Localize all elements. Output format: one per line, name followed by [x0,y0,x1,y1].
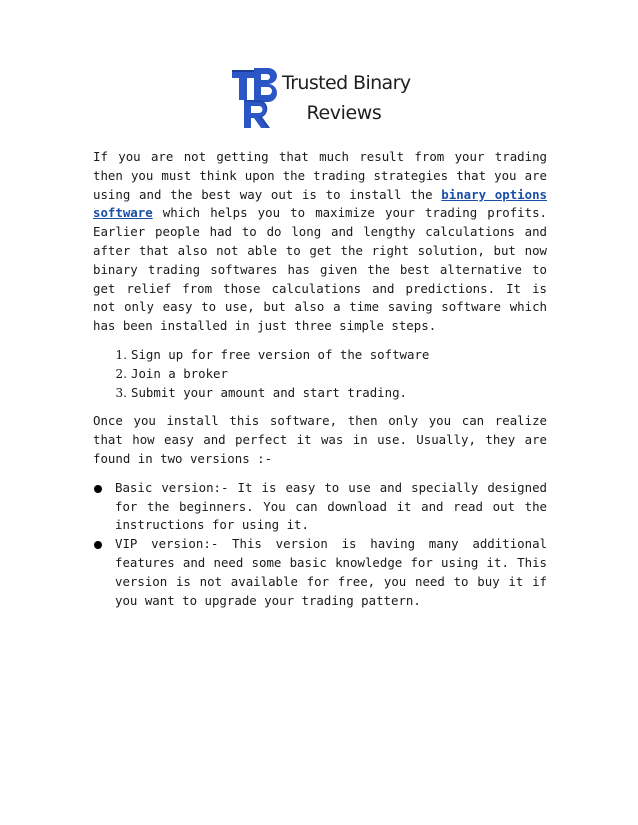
bullet-icon [93,535,115,555]
tbr-monogram-icon [230,66,286,130]
step-text: Sign up for free version of the software [131,346,430,362]
list-item [93,346,547,365]
bullet-icon [93,479,115,499]
logo-line-reviews: Reviews [306,102,382,124]
step-number: 1. [115,347,127,362]
install-steps-list [93,346,547,402]
site-logo[interactable] [230,64,411,132]
article-body [93,148,547,610]
intro-text-start: If you are not getting that much result from your trading then you must think upon the trading strategies that you are using and the best way out is to install the [93,149,547,202]
binary-options-software-link[interactable]: binary options software [93,186,547,221]
list-item [93,535,547,610]
intro-text-end: which helps you to maximize your trading profits. Earlier people had to do long and lengthy calculations and after that also not able to get the right solution, but now binary trading softwares has given the best alternative to get relief from those calculations and predictions. It is not only easy to use, but also a time saving software which has been installed in just three simple steps. [93,205,547,334]
step-text: Submit your amount and start trading. [131,384,408,400]
logo-wordmark [282,70,411,126]
step-text: Join a broker [131,365,228,381]
intro-paragraph [93,148,547,336]
list-item [93,384,547,403]
step-number: 2. [115,366,127,381]
step-number: 3. [115,385,127,400]
list-item [93,365,547,384]
versions-list [93,479,547,611]
versions-intro-paragraph: Once you install this software, then only you can realize that how easy and perfect it was in use. Usually, they are found in two versions :- [93,413,547,466]
version-description: Basic version:- It is easy to use and specially designed for the beginners. You can download it and read out the instructions for using it. [115,479,547,533]
list-item [93,479,547,535]
version-description: VIP version:- This version is having many additional features and need some basic knowledge for using it. This version is not available for free, you need to buy it if you want to upgrade your trading pattern. [115,536,547,608]
logo-line-trusted-binary: Trusted Binary [282,72,411,94]
